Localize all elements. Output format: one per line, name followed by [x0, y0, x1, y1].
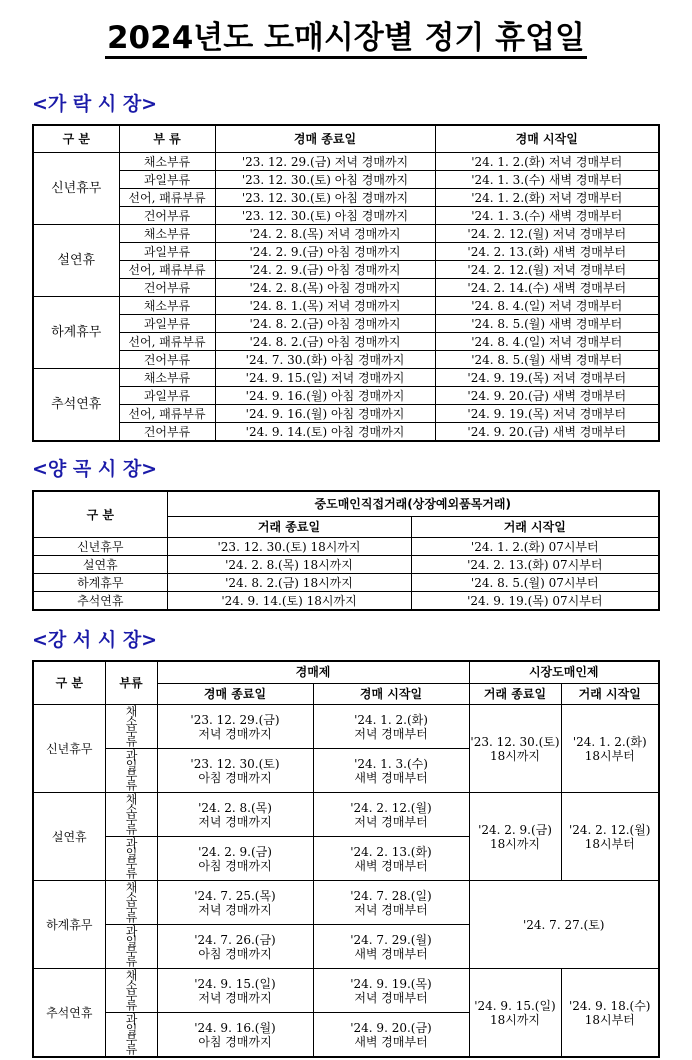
gangseo-header-market-end: 거래 종료일	[469, 683, 561, 705]
table-row	[33, 538, 659, 556]
gangseo-category: 과일부류	[124, 749, 138, 789]
gangseo-auction-end-line1: '23. 12. 29.(금)	[190, 712, 280, 727]
garak-start-date: '24. 2. 13.(화) 새벽 경매부터	[435, 243, 659, 261]
garak-end-date: '24. 2. 8.(목) 아침 경매까지	[215, 279, 435, 297]
gangseo-category: 과일부류	[124, 925, 138, 965]
garak-end-date: '24. 2. 8.(목) 저녁 경매까지	[215, 225, 435, 243]
gangseo-auction-end-line2: 아침 경매까지	[198, 770, 272, 785]
garak-category: 건어부류	[119, 207, 215, 225]
gangseo-auction-end-line1: '23. 12. 30.(토)	[190, 756, 280, 771]
gangseo-market-end-line1: '24. 2. 9.(금)	[478, 822, 552, 837]
table-row	[33, 592, 659, 611]
garak-category: 선어, 패류부류	[119, 333, 215, 351]
gangseo-market-start-line2: 18시부터	[584, 748, 635, 763]
gangseo-market-end-line2: 18시까지	[489, 1012, 541, 1027]
gangseo-auction-start-line2: 새벽 경매부터	[354, 946, 428, 961]
garak-category: 과일부류	[119, 387, 215, 405]
garak-group-label: 신년휴무	[33, 153, 119, 225]
garak-group-label: 하계휴무	[33, 297, 119, 369]
gangseo-auction-start-line2: 저녁 경매부터	[354, 726, 428, 741]
gangseo-auction-header: 경매제	[157, 661, 469, 683]
gangseo-auction-start	[313, 749, 469, 793]
gangseo-auction-start-line2: 새벽 경매부터	[354, 858, 428, 873]
gangseo-auction-start-line1: '24. 1. 2.(화)	[354, 712, 428, 727]
page-title-text: 2024년도 도매시장별 정기 휴업일	[105, 20, 587, 59]
garak-start-date: '24. 2. 12.(월) 저녁 경매부터	[435, 261, 659, 279]
gangseo-auction-start	[313, 881, 469, 925]
gangseo-category-cell	[105, 881, 157, 925]
garak-category: 채소부류	[119, 297, 215, 315]
gangseo-auction-end	[157, 705, 313, 749]
garak-header-start: 경매 시작일	[435, 125, 659, 153]
yanggok-start-date: '24. 8. 5.(월) 07시부터	[411, 574, 659, 592]
gangseo-auction-end-line1: '24. 7. 26.(금)	[194, 932, 276, 947]
garak-end-date: '24. 2. 9.(금) 아침 경매까지	[215, 261, 435, 279]
yanggok-end-date: '24. 2. 8.(목) 18시까지	[167, 556, 411, 574]
yanggok-start-date: '24. 1. 2.(화) 07시부터	[411, 538, 659, 556]
garak-start-date: '24. 9. 19.(목) 저녁 경매부터	[435, 369, 659, 387]
gangseo-auction-end-line1: '24. 9. 16.(월)	[194, 1020, 276, 1035]
table-row	[33, 333, 659, 351]
gangseo-auction-end-line2: 아침 경매까지	[198, 1034, 272, 1049]
garak-end-date: '23. 12. 30.(토) 아침 경매까지	[215, 171, 435, 189]
garak-end-date: '24. 9. 16.(월) 아침 경매까지	[215, 387, 435, 405]
table-row	[33, 315, 659, 333]
table-row	[33, 705, 659, 749]
gangseo-category-cell	[105, 749, 157, 793]
gangseo-auction-end-line2: 저녁 경매까지	[198, 814, 272, 829]
gangseo-market-start-line2: 18시부터	[584, 1012, 635, 1027]
gangseo-market-start-line1: '24. 9. 18.(수)	[568, 998, 651, 1013]
gangseo-auction-end	[157, 793, 313, 837]
garak-category: 채소부류	[119, 225, 215, 243]
table-row	[33, 387, 659, 405]
gangseo-auction-start-line1: '24. 7. 28.(일)	[350, 888, 432, 903]
gangseo-group-label: 신년휴무	[33, 705, 105, 793]
table-row	[33, 243, 659, 261]
gangseo-auction-end	[157, 969, 313, 1013]
table-row	[33, 207, 659, 225]
gangseo-header-auction-start: 경매 시작일	[313, 683, 469, 705]
garak-start-date: '24. 1. 2.(화) 저녁 경매부터	[435, 189, 659, 207]
garak-start-date: '24. 8. 4.(일) 저녁 경매부터	[435, 297, 659, 315]
yanggok-header-start: 거래 시작일	[411, 517, 659, 538]
gangseo-auction-end-line1: '24. 9. 15.(일)	[194, 976, 276, 991]
garak-category: 선어, 패류부류	[119, 405, 215, 423]
table-row	[33, 261, 659, 279]
gangseo-auction-end	[157, 749, 313, 793]
gangseo-table	[32, 660, 660, 1058]
gangseo-category-cell	[105, 969, 157, 1013]
gangseo-auction-end-line2: 저녁 경매까지	[198, 990, 272, 1005]
garak-category: 건어부류	[119, 423, 215, 442]
gangseo-category: 과일부류	[124, 1013, 138, 1053]
gangseo-auction-end-line2: 저녁 경매까지	[198, 726, 272, 741]
table-row	[33, 423, 659, 442]
gangseo-market-end-line1: '24. 9. 15.(일)	[474, 998, 556, 1013]
gangseo-market-start	[561, 705, 659, 793]
garak-header-group: 구 분	[33, 125, 119, 153]
page-title	[0, 18, 692, 58]
table-row	[33, 225, 659, 243]
gangseo-category-cell	[105, 705, 157, 749]
table-row	[33, 969, 659, 1013]
gangseo-auction-end	[157, 1013, 313, 1058]
gangseo-auction-end-line2: 아침 경매까지	[198, 946, 272, 961]
yanggok-heading: <양 곡 시 장>	[32, 458, 158, 480]
gangseo-group-label: 하계휴무	[33, 881, 105, 969]
gangseo-header-auction-end: 경매 종료일	[157, 683, 313, 705]
gangseo-header-group: 구 분	[33, 661, 105, 705]
gangseo-auction-end-line1: '24. 7. 25.(목)	[194, 888, 276, 903]
table-row	[33, 171, 659, 189]
garak-start-date: '24. 9. 20.(금) 새벽 경매부터	[435, 423, 659, 442]
garak-header-category: 부 류	[119, 125, 215, 153]
table-row	[33, 351, 659, 369]
gangseo-auction-start-line2: 저녁 경매부터	[354, 990, 428, 1005]
yanggok-end-date: '23. 12. 30.(토) 18시까지	[167, 538, 411, 556]
gangseo-market-start	[561, 793, 659, 881]
table-row	[33, 556, 659, 574]
garak-start-date: '24. 2. 12.(월) 저녁 경매부터	[435, 225, 659, 243]
gangseo-market-start	[561, 969, 659, 1058]
gangseo-auction-start	[313, 1013, 469, 1058]
yanggok-group-label: 추석연휴	[33, 592, 167, 611]
gangseo-category: 채소부류	[124, 705, 138, 745]
garak-end-date: '24. 7. 30.(화) 아침 경매까지	[215, 351, 435, 369]
gangseo-group-label: 설연휴	[33, 793, 105, 881]
gangseo-market-end-line2: 18시까지	[489, 836, 541, 851]
gangseo-market-header: 시장도매인제	[469, 661, 659, 683]
gangseo-auction-end-line1: '24. 2. 9.(금)	[198, 844, 272, 859]
gangseo-header-market-start: 거래 시작일	[561, 683, 659, 705]
gangseo-auction-start-line2: 저녁 경매부터	[354, 814, 428, 829]
garak-start-date: '24. 2. 14.(수) 새벽 경매부터	[435, 279, 659, 297]
garak-category: 채소부류	[119, 153, 215, 171]
garak-table	[32, 124, 660, 442]
garak-category: 채소부류	[119, 369, 215, 387]
gangseo-auction-start-line1: '24. 9. 19.(목)	[350, 976, 432, 991]
gangseo-category-cell	[105, 925, 157, 969]
gangseo-market-end-line2: 18시까지	[489, 748, 541, 763]
gangseo-auction-start	[313, 969, 469, 1013]
gangseo-auction-end	[157, 881, 313, 925]
table-row	[33, 369, 659, 387]
gangseo-auction-end	[157, 925, 313, 969]
gangseo-auction-end-line2: 저녁 경매까지	[198, 902, 272, 917]
garak-end-date: '24. 8. 2.(금) 아침 경매까지	[215, 315, 435, 333]
garak-group-label: 설연휴	[33, 225, 119, 297]
garak-end-date: '24. 8. 1.(목) 저녁 경매까지	[215, 297, 435, 315]
garak-group-label: 추석연휴	[33, 369, 119, 442]
gangseo-auction-start-line1: '24. 2. 12.(월)	[350, 800, 432, 815]
gangseo-auction-start	[313, 837, 469, 881]
garak-header-end: 경매 종료일	[215, 125, 435, 153]
table-row	[33, 881, 659, 925]
gangseo-auction-start-line1: '24. 2. 13.(화)	[350, 844, 432, 859]
garak-start-date: '24. 8. 5.(월) 새벽 경매부터	[435, 315, 659, 333]
yanggok-end-date: '24. 9. 14.(토) 18시까지	[167, 592, 411, 611]
gangseo-category: 채소부류	[124, 793, 138, 833]
gangseo-auction-start-line2: 새벽 경매부터	[354, 770, 428, 785]
table-row	[33, 153, 659, 171]
gangseo-auction-start	[313, 925, 469, 969]
gangseo-auction-end-line2: 아침 경매까지	[198, 858, 272, 873]
yanggok-header-end: 거래 종료일	[167, 517, 411, 538]
yanggok-end-date: '24. 8. 2.(금) 18시까지	[167, 574, 411, 592]
gangseo-market-end-line1: '23. 12. 30.(토)	[470, 734, 560, 749]
garak-category: 선어, 패류부류	[119, 261, 215, 279]
gangseo-market-start-line1: '24. 2. 12.(월)	[568, 822, 651, 837]
gangseo-category: 과일부류	[124, 837, 138, 877]
gangseo-market-end	[469, 793, 561, 881]
garak-end-date: '23. 12. 30.(토) 아침 경매까지	[215, 189, 435, 207]
garak-category: 건어부류	[119, 351, 215, 369]
gangseo-auction-start-line1: '24. 9. 20.(금)	[350, 1020, 432, 1035]
yanggok-start-date: '24. 9. 19.(목) 07시부터	[411, 592, 659, 611]
gangseo-group-label: 추석연휴	[33, 969, 105, 1058]
garak-category: 과일부류	[119, 243, 215, 261]
table-row	[33, 793, 659, 837]
garak-end-date: '24. 9. 15.(일) 저녁 경매까지	[215, 369, 435, 387]
garak-category: 선어, 패류부류	[119, 189, 215, 207]
garak-end-date: '24. 9. 14.(토) 아침 경매까지	[215, 423, 435, 442]
garak-end-date: '24. 2. 9.(금) 아침 경매까지	[215, 243, 435, 261]
garak-category: 건어부류	[119, 279, 215, 297]
gangseo-heading: <강 서 시 장>	[32, 629, 158, 651]
gangseo-auction-end-line1: '24. 2. 8.(목)	[198, 800, 272, 815]
gangseo-auction-start-line2: 저녁 경매부터	[354, 902, 428, 917]
gangseo-category: 채소부류	[124, 881, 138, 921]
yanggok-group-label: 신년휴무	[33, 538, 167, 556]
gangseo-auction-start	[313, 793, 469, 837]
gangseo-category: 채소부류	[124, 969, 138, 1009]
garak-start-date: '24. 1. 3.(수) 새벽 경매부터	[435, 207, 659, 225]
garak-heading: <가 락 시 장>	[32, 93, 158, 115]
gangseo-auction-start	[313, 705, 469, 749]
table-row	[33, 574, 659, 592]
yanggok-table	[32, 490, 660, 611]
garak-end-date: '23. 12. 29.(금) 저녁 경매까지	[215, 153, 435, 171]
gangseo-auction-start-line2: 새벽 경매부터	[354, 1034, 428, 1049]
garak-category: 과일부류	[119, 315, 215, 333]
garak-start-date: '24. 8. 4.(일) 저녁 경매부터	[435, 333, 659, 351]
gangseo-market-date: '24. 7. 27.(토)	[469, 881, 659, 969]
yanggok-header-group: 구 분	[33, 491, 167, 538]
gangseo-market-end	[469, 705, 561, 793]
garak-end-date: '23. 12. 30.(토) 아침 경매까지	[215, 207, 435, 225]
gangseo-auction-start-line1: '24. 7. 29.(월)	[350, 932, 432, 947]
garak-start-date: '24. 1. 2.(화) 저녁 경매부터	[435, 153, 659, 171]
gangseo-category-cell	[105, 793, 157, 837]
garak-start-date: '24. 1. 3.(수) 새벽 경매부터	[435, 171, 659, 189]
garak-start-date: '24. 9. 19.(목) 저녁 경매부터	[435, 405, 659, 423]
gangseo-market-start-line1: '24. 1. 2.(화)	[572, 734, 647, 749]
gangseo-category-cell	[105, 837, 157, 881]
gangseo-auction-end	[157, 837, 313, 881]
garak-category: 과일부류	[119, 171, 215, 189]
table-row	[33, 279, 659, 297]
yanggok-start-date: '24. 2. 13.(화) 07시부터	[411, 556, 659, 574]
yanggok-group-label: 하계휴무	[33, 574, 167, 592]
gangseo-header-category: 부류	[105, 661, 157, 705]
gangseo-category-cell	[105, 1013, 157, 1058]
gangseo-market-end	[469, 969, 561, 1058]
table-row	[33, 297, 659, 315]
garak-start-date: '24. 8. 5.(월) 새벽 경매부터	[435, 351, 659, 369]
table-row	[33, 189, 659, 207]
yanggok-super-header: 중도매인직접거래(상장예외품목거래)	[167, 491, 659, 517]
gangseo-market-start-line2: 18시부터	[584, 836, 635, 851]
garak-end-date: '24. 9. 16.(월) 아침 경매까지	[215, 405, 435, 423]
garak-end-date: '24. 8. 2.(금) 아침 경매까지	[215, 333, 435, 351]
garak-start-date: '24. 9. 20.(금) 새벽 경매부터	[435, 387, 659, 405]
yanggok-group-label: 설연휴	[33, 556, 167, 574]
table-row	[33, 405, 659, 423]
gangseo-auction-start-line1: '24. 1. 3.(수)	[354, 756, 428, 771]
